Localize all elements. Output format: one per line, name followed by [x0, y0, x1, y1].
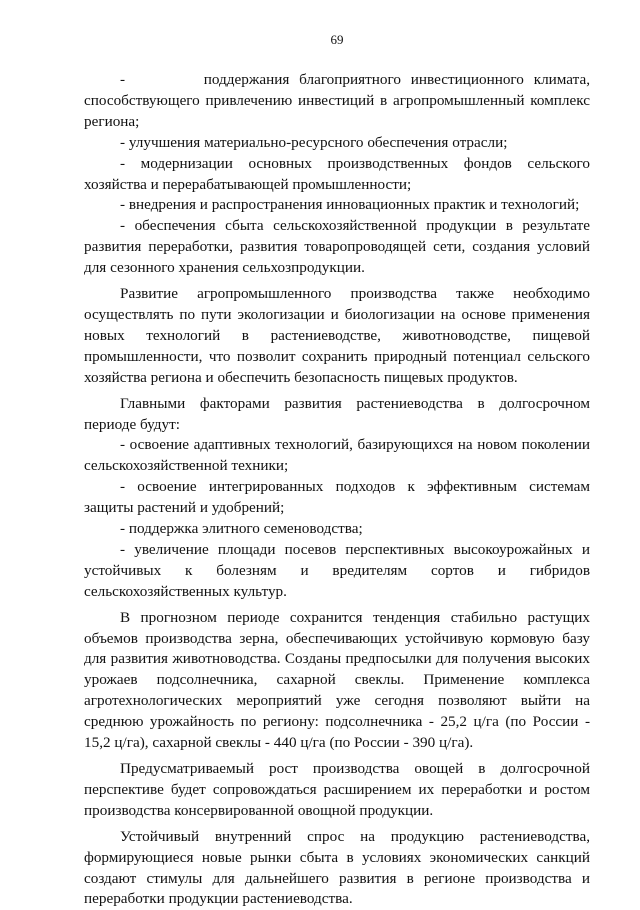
list-item-investment-climate: - поддержания благоприятного инвестиционного климата, способствующего привлечению инвестиций в агропромышленный комплекс региона;	[84, 71, 590, 130]
document-body	[84, 70, 590, 910]
paragraph-forecast: В прогнозном периоде сохранится тенденция стабильно растущих объемов производства зерна, обеспечивающих устойчивую кормовую базу для развития животноводства. Созданы предпосылки для получения высоких урожаев подсолнечника, сахарной свеклы. Применение комплекса агротехнологических мероприятий уже сегодня позволяют выйти на среднюю урожайность по региону: подсолнечника - 25,2 ц/га (по России - 15,2 ц/га), сахарной свеклы - 440 ц/га (по России - 390 ц/га).	[84, 608, 590, 752]
list-item-adaptive-technologies: - освоение адаптивных технологий, базирующихся на новом поколении сельскохозяйственной техники;	[84, 436, 590, 475]
list-item-innovation: - внедрения и распространения инновационных практик и технологий;	[120, 196, 580, 214]
paragraph-demand: Устойчивый внутренний спрос на продукцию растениеводства, формирующиеся новые рынки сбыта в условиях экономических санкций создают стимулы для дальнейшего развития в регионе производства и переработки продукции растениеводства.	[84, 827, 590, 908]
list-item-crop-area: - увеличение площади посевов перспективных высокоурожайных и устойчивых к болезням и вредителям сортов и гибридов сельскохозяйственных культур.	[84, 540, 590, 600]
list-item-modernization: - модернизации основных производственных фондов сельского хозяйства и перерабатывающей промышленности;	[84, 154, 590, 193]
paragraph-main-factors: Главными факторами развития растениеводства в долгосрочном периоде будут:	[84, 394, 590, 433]
paragraph-ecologization: Развитие агропромышленного производства также необходимо осуществлять по пути экологизации и биологизации на основе применения новых технологий в растениеводстве, животноводстве, пищевой промышленности, что позволит сохранить природный потенциал сельского хозяйства региона и обеспечить безопасность пищевых продуктов.	[84, 285, 590, 386]
list-item-sales: - обеспечения сбыта сельскохозяйственной продукции в результате развития переработки, развития товаропроводящей сети, создания условий для сезонного хранения сельхозпродукции.	[84, 217, 590, 277]
page-number: 69	[330, 32, 344, 47]
list-item-seed-breeding: - поддержка элитного семеноводства;	[120, 520, 363, 538]
list-item-material-resources: - улучшения материально-ресурсного обеспечения отрасли;	[120, 133, 508, 151]
list-item-integrated-protection: - освоение интегрированных подходов к эффективным системам защиты растений и удобрений;	[84, 478, 590, 517]
paragraph-vegetables: Предусматриваемый рост производства овощей в долгосрочной перспективе будет сопровождаться расширением их переработки и ростом производства консервированной овощной продукции.	[84, 760, 590, 819]
